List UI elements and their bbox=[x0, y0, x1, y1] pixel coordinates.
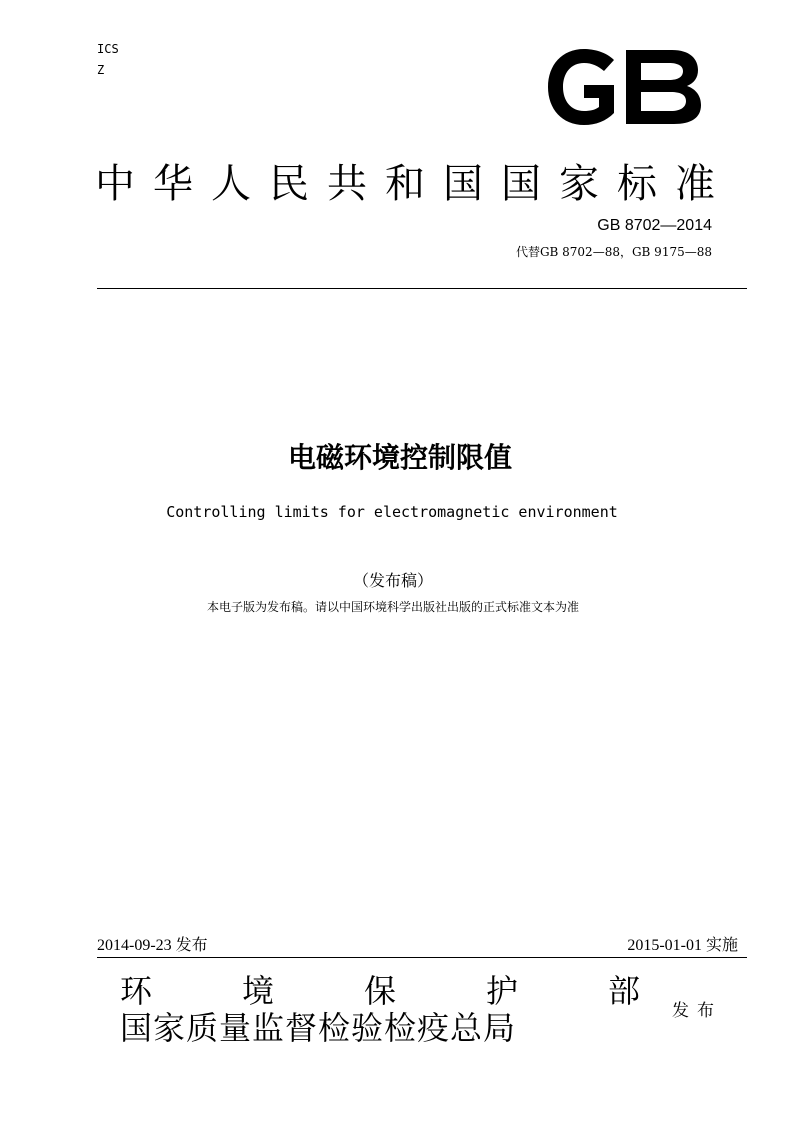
issuing-authority-2: 国家质量监督检验检疫总局 bbox=[120, 1009, 517, 1047]
implementation-date: 2015-01-01 实施 bbox=[627, 937, 738, 954]
authority-char: 保 bbox=[363, 972, 396, 1010]
bottom-divider bbox=[97, 957, 747, 958]
top-divider bbox=[97, 288, 747, 289]
replaces-note: 代替GB 8702—88，GB 9175—88 bbox=[515, 245, 712, 259]
publish-label: 发布 bbox=[672, 1001, 722, 1021]
gb-logo bbox=[544, 46, 704, 128]
standard-number: GB 8702—2014 bbox=[597, 217, 712, 234]
authority-char: 环 bbox=[120, 972, 153, 1010]
authority-char: 境 bbox=[241, 972, 274, 1010]
edition-notice: 本电子版为发布稿。请以中国环境科学出版社出版的正式标准文本为准 bbox=[206, 600, 579, 614]
national-standard-title: 中华人民共和国国家标准 bbox=[95, 161, 733, 207]
authority-char: 护 bbox=[485, 972, 518, 1010]
authority-char: 部 bbox=[607, 972, 640, 1010]
classification-code: Z bbox=[97, 63, 105, 77]
issue-date: 2014-09-23 发布 bbox=[97, 937, 208, 954]
draft-label: （发布稿） bbox=[352, 571, 433, 590]
document-title-en: Controlling limits for electromagnetic environment bbox=[166, 503, 618, 521]
document-title-cn: 电磁环境控制限值 bbox=[287, 441, 512, 474]
ics-code: ICS bbox=[97, 42, 119, 56]
